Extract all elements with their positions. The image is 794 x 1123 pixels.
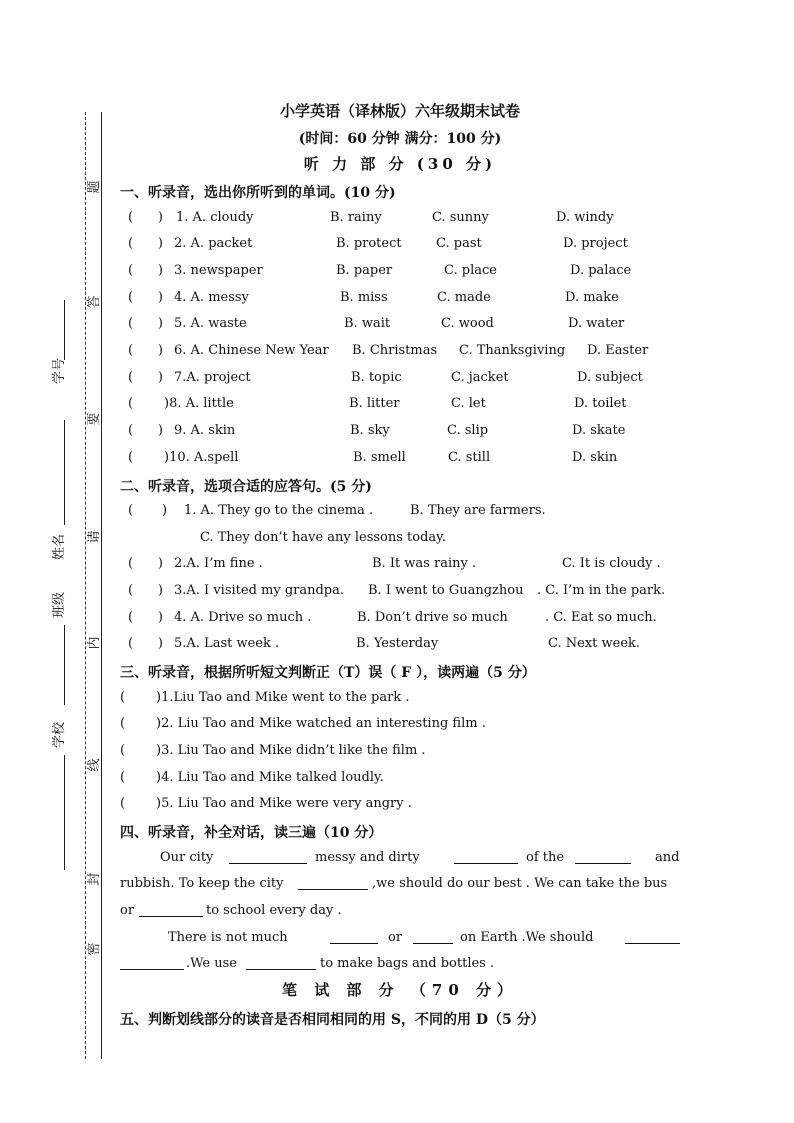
binding-dashed-line <box>85 112 86 1059</box>
s2-q2-option-c: C. It is cloudy . <box>562 556 661 571</box>
answer-paren: ( ) <box>128 583 163 598</box>
fill-blank[interactable] <box>625 932 680 944</box>
s4-text: or <box>120 903 135 918</box>
q5-option-a: 5. A. waste <box>174 316 247 331</box>
seal-char: 题 <box>87 180 102 194</box>
s4-text: to make bags and bottles . <box>320 956 495 971</box>
answer-paren: ( ) <box>128 236 163 251</box>
section1-heading: 一、听录音，选出你所听到的单词。(10 分) <box>120 185 396 201</box>
q2-option-c: C. past <box>436 236 482 251</box>
s4-text: of the <box>526 850 565 865</box>
s2-q4-option-c: . C. Eat so much. <box>545 610 657 625</box>
s2-q4-option-b: B. Don’t drive so much <box>357 610 508 625</box>
fill-blank[interactable] <box>413 932 453 944</box>
q10-option-b: B. smell <box>353 450 406 465</box>
section3-heading: 三、听录音，根据所听短文判断正（T）误（ F ），读两遍（5 分） <box>120 665 536 681</box>
s2-q4-option-a: 4. A. Drive so much . <box>174 610 312 625</box>
q10-option-c: C. still <box>448 450 491 465</box>
q3-option-c: C. place <box>444 263 497 278</box>
s4-text: rubbish. To keep the city <box>120 876 284 891</box>
q5-option-d: D. water <box>568 316 625 331</box>
s2-q5-option-a: 5.A. Last week . <box>174 636 280 651</box>
q7-option-a: 7.A. project <box>174 370 251 385</box>
q9-option-d: D. skate <box>572 423 626 438</box>
fill-blank[interactable] <box>139 905 203 917</box>
q4-option-c: C. made <box>437 290 491 305</box>
answer-paren: ( ) <box>128 423 163 438</box>
q7-option-d: D. subject <box>577 370 643 385</box>
q2-option-a: 2. A. packet <box>174 236 253 251</box>
seal-char: 密 <box>87 942 102 956</box>
answer-paren: ( ) <box>128 503 168 518</box>
q10-option-a: )10. A.spell <box>164 450 239 465</box>
q4-option-d: D. make <box>565 290 619 305</box>
answer-paren: ( ) <box>128 610 163 625</box>
s2-q1-option-c: C. They don’t have any lessons today. <box>200 530 446 545</box>
fill-blank[interactable] <box>575 852 631 864</box>
binding-solid-line <box>101 112 102 1059</box>
answer-paren: ( ) <box>128 556 163 571</box>
s4-text: to school every day . <box>206 903 342 918</box>
seal-char: 请 <box>87 530 102 544</box>
s2-q1-option-b: B. They are farmers. <box>410 503 546 518</box>
q1-option-a: 1. A. cloudy <box>176 210 254 225</box>
s3-item-4: )4. Liu Tao and Mike talked loudly. <box>156 770 384 785</box>
s2-q2-option-b: B. It was rainy . <box>372 556 477 571</box>
answer-paren: ( ) <box>128 636 163 651</box>
seal-char: 内 <box>87 636 102 650</box>
q7-option-b: B. topic <box>351 370 402 385</box>
section4-heading: 四、听录音，补全对话，读三遍（10 分） <box>120 825 383 841</box>
s4-text: and <box>655 850 680 865</box>
s4-text: messy and dirty <box>315 850 420 865</box>
fill-blank[interactable] <box>330 932 378 944</box>
s4-text: or <box>388 930 403 945</box>
seal-char: 答 <box>87 295 102 309</box>
answer-paren: ( ) <box>128 290 163 305</box>
s2-q5-option-c: C. Next week. <box>548 636 641 651</box>
school-label: 学校 <box>52 722 67 749</box>
name-label: 姓名 <box>52 534 67 561</box>
fill-blank[interactable] <box>246 958 316 970</box>
s4-text: .We use <box>186 956 237 971</box>
answer-paren: ( <box>120 716 146 731</box>
listening-heading: 听 力 部 分 (30 分) <box>303 155 497 173</box>
q3-option-b: B. paper <box>336 263 393 278</box>
s4-text: Our city <box>160 850 214 865</box>
s3-item-3: )3. Liu Tao and Mike didn’t like the film . <box>156 743 426 758</box>
s2-q1-option-a: 1. A. They go to the cinema . <box>184 503 374 518</box>
s2-q3-option-a: 3.A. I visited my grandpa. <box>174 583 345 598</box>
q1-option-c: C. sunny <box>432 210 489 225</box>
time-info: (时间：60 分钟 满分：100 分) <box>298 131 502 147</box>
written-heading: 笔 试 部 分 （70 分） <box>282 981 518 999</box>
q7-option-c: C. jacket <box>451 370 509 385</box>
answer-paren: ( <box>120 770 146 785</box>
answer-paren: ( <box>128 396 154 411</box>
student-number-label: 学号 <box>52 358 67 385</box>
field-line <box>64 755 65 870</box>
fill-blank[interactable] <box>454 852 518 864</box>
s2-q2-option-a: 2.A. I’m fine . <box>174 556 263 571</box>
answer-paren: ( <box>128 450 154 465</box>
q9-option-b: B. sky <box>350 423 390 438</box>
q1-option-d: D. windy <box>556 210 614 225</box>
answer-paren: ( ) <box>128 370 163 385</box>
s3-item-2: )2. Liu Tao and Mike watched an interesting film . <box>156 716 486 731</box>
q5-option-c: C. wood <box>441 316 494 331</box>
q3-option-d: D. palace <box>570 263 632 278</box>
q6-option-c: C. Thanksgiving <box>459 343 566 358</box>
exam-title: 小学英语（译林版）六年级期末试卷 <box>279 102 520 120</box>
field-line <box>64 625 65 705</box>
seal-char: 线 <box>87 758 102 772</box>
q8-option-c: C. let <box>451 396 486 411</box>
s4-text: There is not much <box>168 930 288 945</box>
q6-option-d: D. Easter <box>587 343 649 358</box>
q4-option-b: B. miss <box>340 290 388 305</box>
answer-paren: ( ) <box>128 263 163 278</box>
s4-text: ,we should do our best . We can take the bus <box>372 876 668 891</box>
s3-item-5: )5. Liu Tao and Mike were very angry . <box>156 796 412 811</box>
answer-paren: ( <box>120 796 146 811</box>
field-line <box>64 420 65 525</box>
q8-option-b: B. litter <box>349 396 400 411</box>
q6-option-b: B. Christmas <box>352 343 438 358</box>
q8-option-d: D. toilet <box>574 396 627 411</box>
q5-option-b: B. wait <box>344 316 391 331</box>
q9-option-c: C. slip <box>447 423 489 438</box>
section2-heading: 二、听录音，选项合适的应答句。(5 分) <box>120 479 372 495</box>
fill-blank[interactable] <box>120 958 184 970</box>
section5-heading: 五、判断划线部分的读音是否相同相同的用 S，不同的用 D（5 分） <box>120 1012 545 1028</box>
answer-paren: ( ) <box>128 316 163 331</box>
fill-blank[interactable] <box>229 852 307 864</box>
s2-q3-option-b: B. I went to Guangzhou <box>368 583 524 598</box>
q8-option-a: )8. A. little <box>164 396 234 411</box>
answer-paren: ( ) <box>128 343 163 358</box>
q4-option-a: 4. A. messy <box>174 290 249 305</box>
s2-q3-option-c: . C. I’m in the park. <box>537 583 666 598</box>
answer-paren: ( ) <box>128 210 163 225</box>
s3-item-1: )1.Liu Tao and Mike went to the park . <box>156 690 410 705</box>
q3-option-a: 3. newspaper <box>174 263 263 278</box>
q10-option-d: D. skin <box>572 450 618 465</box>
answer-paren: ( <box>120 743 146 758</box>
q6-option-a: 6. A. Chinese New Year <box>174 343 329 358</box>
q9-option-a: 9. A. skin <box>174 423 236 438</box>
s4-text: on Earth .We should <box>460 930 594 945</box>
q2-option-d: D. project <box>563 236 628 251</box>
answer-paren: ( <box>120 690 146 705</box>
fill-blank[interactable] <box>298 878 368 890</box>
class-label: 班级 <box>52 592 67 619</box>
q1-option-b: B. rainy <box>330 210 382 225</box>
s2-q5-option-b: B. Yesterday <box>356 636 439 651</box>
seal-char: 要 <box>87 412 102 426</box>
seal-char: 封 <box>87 872 102 886</box>
q2-option-b: B. protect <box>336 236 402 251</box>
